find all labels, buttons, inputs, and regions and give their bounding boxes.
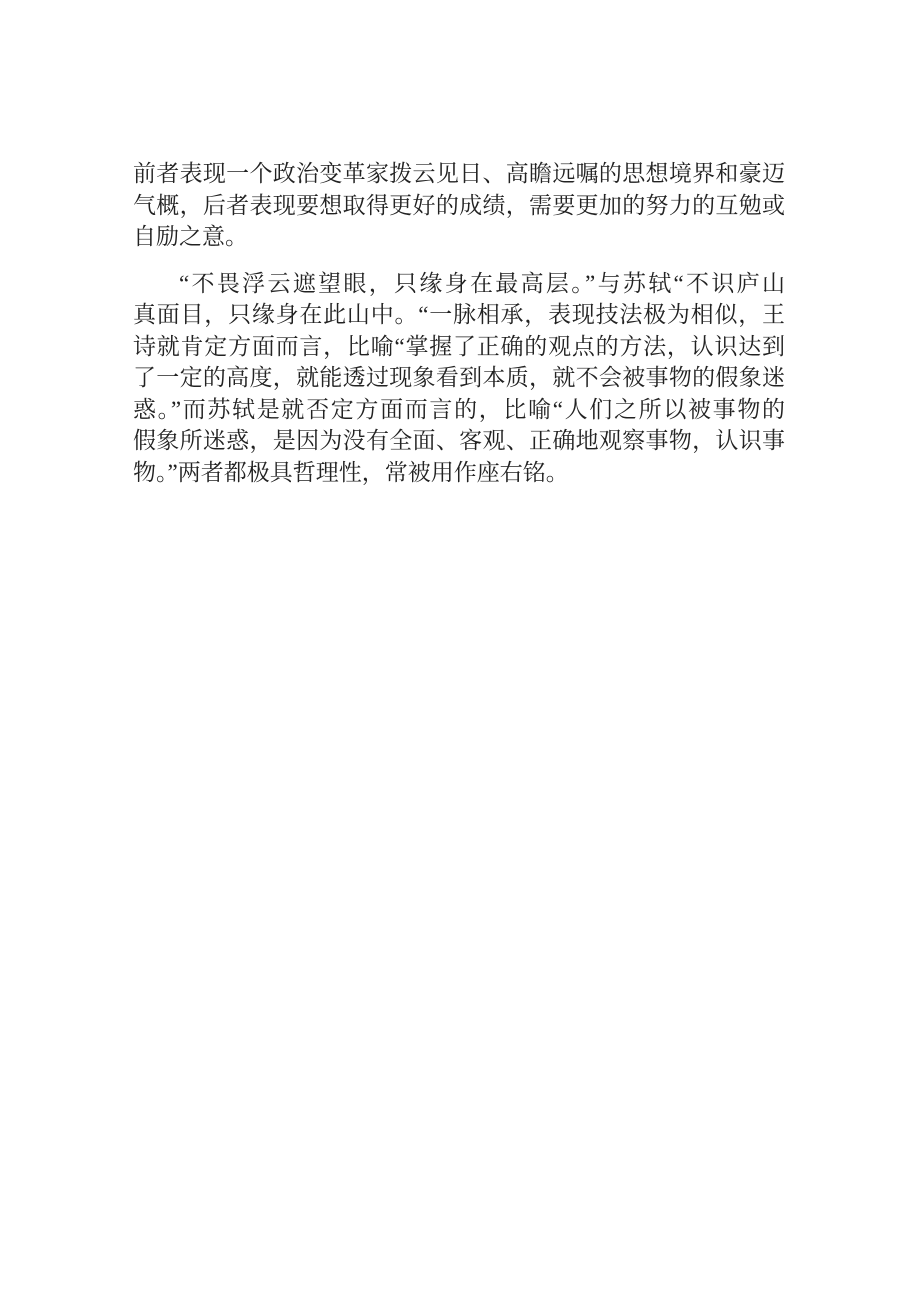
text-line: 惑。”而苏轼是就否定方面而言的，比喻“人们之所以被事物的 xyxy=(133,396,785,422)
text-line: 气概，后者表现要想取得更好的成绩，需要更加的努力的互勉或 xyxy=(133,192,785,218)
text-line: 假象所迷惑，是因为没有全面、客观、正确地观察事物，认识事 xyxy=(133,428,785,453)
paragraph xyxy=(133,158,785,253)
text-line: “不畏浮云遮望眼，只缘身在最高层。”与苏轼“不识庐山 xyxy=(179,270,785,296)
paragraph xyxy=(133,268,785,489)
text-line: 真面目，只缘身在此山中。“一脉相承，表现技法极为相似，王 xyxy=(133,302,785,327)
text-line: 前者表现一个政治变革家拨云见日、高瞻远嘱的思想境界和豪迈 xyxy=(133,161,785,186)
text-line: 物。”两者都极具哲理性，常被用作座右铭。 xyxy=(133,459,569,485)
text-line: 了一定的高度，就能透过现象看到本质，就不会被事物的假象迷 xyxy=(133,365,785,390)
document-body xyxy=(133,158,785,488)
text-line: 自励之意。 xyxy=(133,224,248,249)
text-line: 诗就肯定方面而言，比喻“掌握了正确的观点的方法，认识达到 xyxy=(133,333,785,359)
